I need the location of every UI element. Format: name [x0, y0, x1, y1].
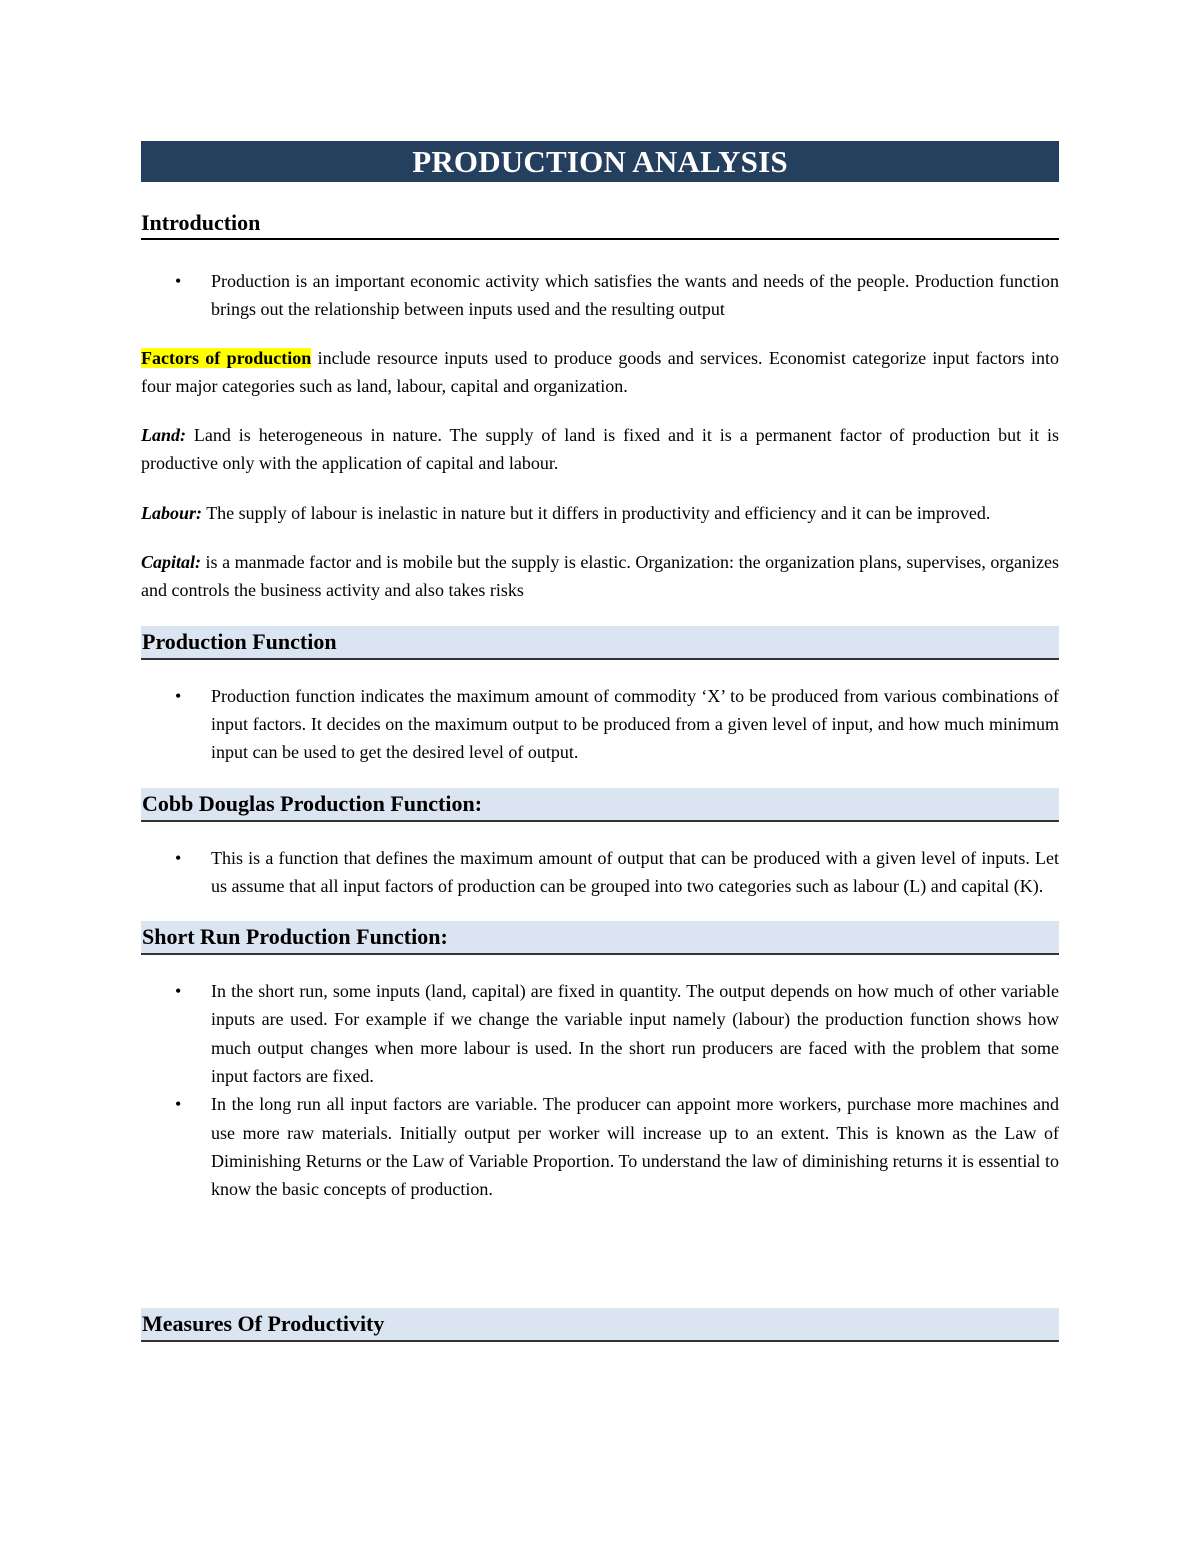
paragraph-text: The supply of labour is inelastic in nature but it differs in productivity and efficiency and it can be improved.	[202, 502, 991, 523]
list-item	[141, 977, 1059, 1090]
term-land: Land:	[141, 425, 186, 446]
paragraph-capital	[141, 548, 1059, 605]
paragraph-labour	[141, 499, 1059, 527]
bullet-text: In the long run all input factors are variable. The producer can appoint more workers, purchase more machines and use more raw materials. Initially output per worker will increase up to an extent. This is known as the Law of Diminishing Returns or the Law of Variable Proportion. To understand the law of diminishing returns it is essential to know the basic concepts of production.	[211, 1094, 1059, 1200]
bullet-icon: •	[175, 1094, 182, 1115]
document-title: PRODUCTION ANALYSIS	[141, 141, 1059, 182]
cobb-douglas-bullets	[141, 844, 1059, 901]
heading-production-function: Production Function	[141, 626, 1059, 660]
term-capital: Capital:	[141, 552, 202, 573]
bullet-icon: •	[175, 981, 182, 1002]
heading-short-run: Short Run Production Function:	[141, 921, 1059, 955]
highlighted-term-factors: Factors of production	[141, 347, 312, 368]
bullet-text: Production is an important economic activity which satisfies the wants and needs of the people. Production function brings out the relationship between inputs used and the resulting output	[211, 271, 1059, 320]
paragraph-text: Land is heterogeneous in nature. The supply of land is fixed and it is a permanent factor of production but it is productive only with the application of capital and labour.	[141, 425, 1059, 474]
list-item	[141, 844, 1059, 901]
bullet-icon: •	[175, 685, 182, 706]
bullet-text: Production function indicates the maximum amount of commodity ‘X’ to be produced from various combinations of input factors. It decides on the maximum output to be produced from a given level of input, and how much minimum input can be used to get the desired level of output.	[211, 685, 1059, 763]
production-function-bullets	[141, 682, 1059, 767]
bullet-text: In the short run, some inputs (land, capital) are fixed in quantity. The output depends on how much of other variable inputs are used. For example if we change the variable input namely (labour) the production function shows how much output changes when more labour is used. In the short run producers are faced with the problem that some input factors are fixed.	[211, 981, 1059, 1087]
bullet-icon: •	[175, 271, 182, 291]
bullet-text: This is a function that defines the maximum amount of output that can be produced with a given level of inputs. Let us assume that all input factors of production can be grouped into two categories such as labour (L) and capital (K).	[211, 847, 1059, 896]
term-labour: Labour:	[141, 502, 203, 523]
bullet-icon: •	[175, 847, 182, 868]
list-item	[141, 267, 1059, 324]
introduction-bullets	[141, 267, 1059, 324]
short-run-bullets	[141, 977, 1059, 1203]
heading-measures-of-productivity: Measures Of Productivity	[141, 1308, 1059, 1342]
heading-cobb-douglas: Cobb Douglas Production Function:	[141, 788, 1059, 822]
list-item	[141, 1090, 1059, 1203]
list-item	[141, 682, 1059, 767]
paragraph-text: is a manmade factor and is mobile but the supply is elastic. Organization: the organization plans, supervises, organizes and controls the business activity and also takes risks	[141, 552, 1059, 601]
document-content	[141, 141, 1059, 1342]
paragraph-land	[141, 421, 1059, 478]
paragraph-factors	[141, 344, 1059, 401]
paragraph-text: include resource inputs used to produce goods and services. Economist categorize input factors into four major categories such as land, labour, capital and organization.	[141, 347, 1059, 396]
heading-introduction: Introduction	[141, 210, 1059, 240]
